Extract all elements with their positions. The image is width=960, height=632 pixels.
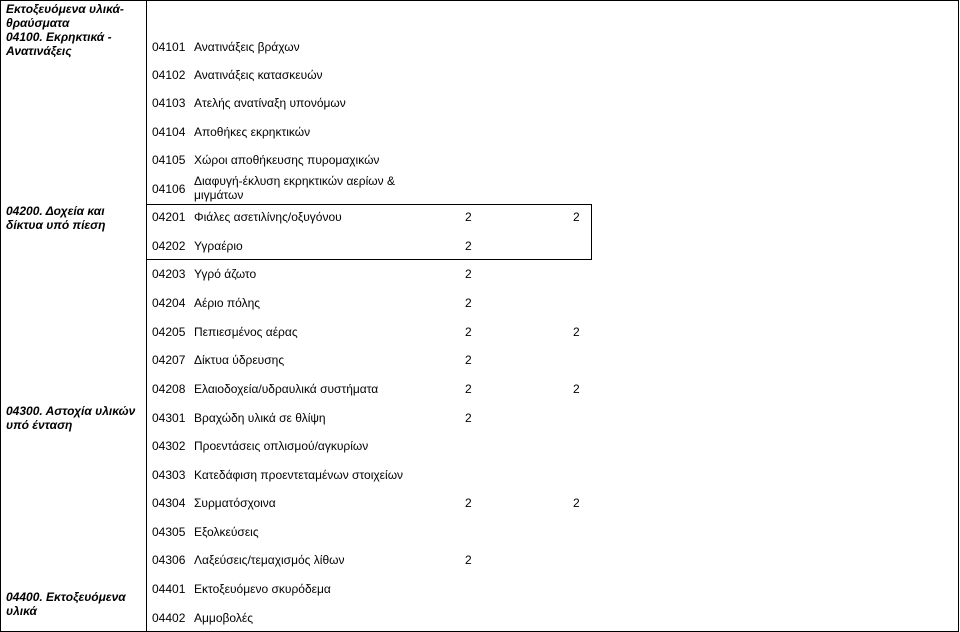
category-code: 04200.: [6, 204, 43, 218]
table-row: [152, 210, 580, 224]
grid-line-right: [958, 0, 959, 632]
category-04300: [6, 404, 142, 432]
category-name: Εκρηκτικά - Ανατινάξεις: [6, 30, 112, 58]
row-value-1: 2: [465, 411, 472, 425]
row-code: 04102: [152, 68, 186, 82]
row-code: 04203: [152, 267, 186, 281]
table-row: [152, 411, 472, 425]
row-label: Δίκτυα ύδρευσης: [194, 353, 285, 367]
row-label: Υγρό άζωτο: [194, 267, 257, 281]
category-code: 04400.: [6, 590, 43, 604]
table-row: [152, 239, 472, 253]
table-row: [152, 525, 259, 539]
row-label: Ανατινάξεις κατασκευών: [194, 68, 323, 82]
row-code: 04101: [152, 40, 186, 54]
table-row: [152, 325, 580, 339]
category-header: Εκτοξευόμενα υλικά-θραύσματα: [6, 2, 124, 30]
row-label: Αποθήκες εκρηκτικών: [194, 125, 311, 139]
table-row: [152, 68, 323, 82]
row-label: Φιάλες ασετιλίνης/οξυγόνου: [194, 210, 342, 224]
row-code: 04304: [152, 496, 186, 510]
row-value-2: 2: [573, 325, 580, 339]
row-label: Αέριο πόλης: [194, 296, 261, 310]
table-row: [152, 96, 346, 110]
table-row: [152, 382, 580, 396]
category-04400: [6, 590, 142, 618]
table-row: [152, 125, 310, 139]
category-name: Δοχεία και δίκτυα υπό πίεση: [6, 204, 106, 232]
row-label: Διαφυγή-έκλυση εκρηκτικών αερίων & μιγμάτων: [194, 174, 395, 202]
row-value-2: 2: [573, 496, 580, 510]
row-code: 04303: [152, 468, 186, 482]
grid-line-category: [146, 0, 147, 632]
row-code: 04305: [152, 525, 186, 539]
row-label: Ατελής ανατίναξη υπονόμων: [194, 96, 346, 110]
row-code: 04306: [152, 553, 186, 567]
row-code: 04204: [152, 296, 186, 310]
row-code: 04302: [152, 439, 186, 453]
row-code: 04202: [152, 239, 186, 253]
row-value-1: 2: [465, 267, 472, 281]
category-04100: [6, 2, 142, 58]
row-code: 04106: [152, 182, 186, 196]
table-row: [152, 611, 253, 625]
category-04200: [6, 204, 142, 232]
category-code: 04300.: [6, 404, 43, 418]
row-code: 04105: [152, 153, 186, 167]
row-value-1: 2: [465, 296, 472, 310]
category-name: Αστοχία υλικών υπό ένταση: [6, 404, 136, 432]
row-label: Χώροι αποθήκευσης πυρομαχικών: [194, 153, 380, 167]
row-label: Βραχώδη υλικά σε θλίψη: [194, 411, 326, 425]
row-label: Κατεδάφιση προεντεταμένων στοιχείων: [194, 468, 404, 482]
row-code: 04207: [152, 353, 186, 367]
row-code: 04103: [152, 96, 186, 110]
row-value-1: 2: [465, 239, 472, 253]
category-name: Εκτοξευόμενα υλικά: [6, 590, 126, 618]
table-row: [152, 582, 331, 596]
table-row: [152, 40, 300, 54]
table-row: [152, 267, 472, 281]
table-row: [152, 353, 472, 367]
row-value-1: 2: [465, 382, 472, 396]
row-value-1: 2: [465, 553, 472, 567]
table-row: [152, 496, 580, 510]
row-label: Ανατινάξεις βράχων: [194, 40, 300, 54]
row-value-2: 2: [573, 210, 580, 224]
row-value-1: 2: [465, 325, 472, 339]
row-label: Πεπιεσμένος αέρας: [194, 325, 298, 339]
row-value-2: 2: [573, 382, 580, 396]
table-row: [152, 553, 472, 567]
row-code: 04208: [152, 382, 186, 396]
grid-line-top: [0, 0, 959, 1]
row-label: Ελαιοδοχεία/υδραυλικά συστήματα: [194, 382, 379, 396]
row-code: 04301: [152, 411, 186, 425]
row-label: Συρματόσχοινα: [194, 496, 276, 510]
table-row: [152, 439, 368, 453]
row-label: Εκτοξευόμενο σκυρόδεμα: [194, 582, 331, 596]
row-label: Εξολκεύσεις: [194, 525, 259, 539]
grid-line-left: [0, 0, 1, 632]
row-label: Λαξεύσεις/τεμαχισμός λίθων: [194, 553, 345, 567]
row-code: 04104: [152, 125, 186, 139]
row-value-1: 2: [465, 353, 472, 367]
table-row: [152, 468, 403, 482]
row-value-1: 2: [465, 496, 472, 510]
row-code: 04205: [152, 325, 186, 339]
row-value-1: 2: [465, 210, 472, 224]
category-code: 04100.: [6, 30, 43, 44]
row-label: Προεντάσεις οπλισμού/αγκυρίων: [194, 439, 369, 453]
row-code: 04401: [152, 582, 186, 596]
row-code: 04201: [152, 210, 186, 224]
table-row: [152, 153, 379, 167]
row-label: Υγραέριο: [194, 239, 243, 253]
row-code: 04402: [152, 611, 186, 625]
table-row: [152, 296, 472, 310]
row-label: Αμμοβολές: [194, 611, 253, 625]
